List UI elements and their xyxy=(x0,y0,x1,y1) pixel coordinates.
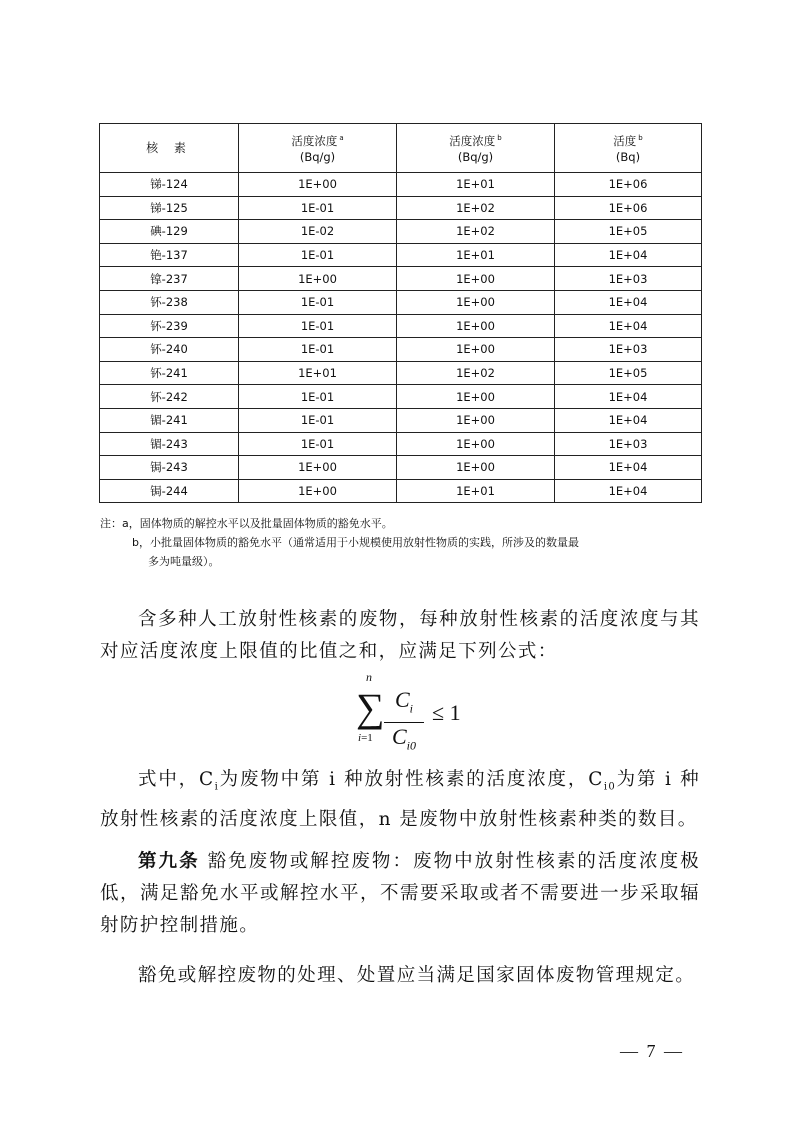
cell-activity-concentration-a: 1E-01 xyxy=(239,243,397,267)
table-row xyxy=(100,314,702,338)
table-header-row xyxy=(100,124,702,173)
cell-nuclide: 钚-240 xyxy=(100,338,239,362)
page-number: — 7 — xyxy=(620,1041,684,1061)
cell-activity-concentration-b: 1E+00 xyxy=(397,290,555,314)
fraction-denominator: $C_{i0}$ xyxy=(391,724,417,753)
cell-activity-concentration-a: 1E-01 xyxy=(239,290,397,314)
table-row xyxy=(100,361,702,385)
cell-activity-concentration-b: 1E+00 xyxy=(397,432,555,456)
table-row xyxy=(100,220,702,244)
sum-ratio-formula xyxy=(346,670,466,753)
ratio-fraction xyxy=(384,688,424,758)
cell-activity-concentration-a: 1E+00 xyxy=(239,479,397,503)
cell-nuclide: 锔-244 xyxy=(100,479,239,503)
formula-rhs: ≤ 1 xyxy=(432,700,461,725)
cell-activity-b: 1E+04 xyxy=(555,314,702,338)
cell-nuclide: 镅-241 xyxy=(100,408,239,432)
cell-activity-concentration-a: 1E-01 xyxy=(239,432,397,456)
cell-nuclide: 锑-124 xyxy=(100,173,239,197)
table-row xyxy=(100,385,702,409)
cell-activity-b: 1E+04 xyxy=(555,385,702,409)
table-row xyxy=(100,267,702,291)
cell-nuclide: 钚-242 xyxy=(100,385,239,409)
note-b-continued: 多为吨量级）。 xyxy=(148,555,220,568)
cell-activity-concentration-a: 1E-01 xyxy=(239,408,397,432)
cell-activity-concentration-b: 1E+00 xyxy=(397,267,555,291)
cell-activity-b: 1E+03 xyxy=(555,432,702,456)
cell-activity-b: 1E+03 xyxy=(555,267,702,291)
cell-activity-b: 1E+06 xyxy=(555,173,702,197)
fraction-bar xyxy=(384,722,424,723)
cell-activity-concentration-b: 1E+00 xyxy=(397,408,555,432)
sigma-symbol: ∑ xyxy=(356,685,385,730)
cell-nuclide: 钚-238 xyxy=(100,290,239,314)
table-row xyxy=(100,456,702,480)
table-row xyxy=(100,432,702,456)
table-row xyxy=(100,408,702,432)
cell-activity-b: 1E+03 xyxy=(555,338,702,362)
cell-activity-concentration-b: 1E+01 xyxy=(397,173,555,197)
cell-activity-b: 1E+05 xyxy=(555,220,702,244)
cell-activity-concentration-b: 1E+01 xyxy=(397,243,555,267)
cell-activity-concentration-a: 1E-01 xyxy=(239,314,397,338)
paragraph-disposal: 豁免或解控废物的处理、处置应当满足国家固体废物管理规定。 xyxy=(138,965,696,986)
sum-lower-limit: i=1 xyxy=(358,732,373,744)
header-activity-concentration-a: 活度浓度 $^a$ (Bq/g) xyxy=(239,124,397,173)
cell-activity-concentration-b: 1E+02 xyxy=(397,361,555,385)
table-row xyxy=(100,196,702,220)
cell-activity-concentration-a: 1E-02 xyxy=(239,220,397,244)
cell-activity-concentration-a: 1E-01 xyxy=(239,196,397,220)
cell-nuclide: 镅-243 xyxy=(100,432,239,456)
cell-nuclide: 钚-239 xyxy=(100,314,239,338)
cell-activity-b: 1E+04 xyxy=(555,479,702,503)
sum-upper-limit: n xyxy=(366,670,372,684)
article-9 xyxy=(100,846,700,942)
cell-activity-b: 1E+04 xyxy=(555,408,702,432)
cell-activity-b: 1E+06 xyxy=(555,196,702,220)
note-a: 注：a，固体物质的解控水平以及批量固体物质的豁免水平。 xyxy=(100,517,393,530)
cell-activity-concentration-b: 1E+00 xyxy=(397,314,555,338)
paragraph-formula-intro: 含多种人工放射性核素的废物，每种放射性核素的活度浓度与其对应活度浓度上限值的比值之和，应满足下列公式： xyxy=(100,609,700,662)
fraction-numerator: $C_i$ xyxy=(394,687,414,716)
header-activity-concentration-b: 活度浓度 $^b$ (Bq/g) xyxy=(397,124,555,173)
table-notes xyxy=(100,514,720,571)
cell-activity-b: 1E+04 xyxy=(555,243,702,267)
cell-nuclide: 铯-137 xyxy=(100,243,239,267)
cell-activity-concentration-b: 1E+02 xyxy=(397,220,555,244)
cell-activity-concentration-a: 1E+00 xyxy=(239,267,397,291)
table-row xyxy=(100,243,702,267)
header-nuclide: 核 素 xyxy=(100,124,239,173)
paragraph-formula-explanation: 式中，$C_i$为废物中第 i 种放射性核素的活度浓度，$C_{i0}$为第 i 种放射性核素的活度浓度上限值，n 是废物中放射性核素种类的数目。 xyxy=(100,769,700,830)
table-row xyxy=(100,479,702,503)
cell-activity-concentration-b: 1E+02 xyxy=(397,196,555,220)
note-b: b，小批量固体物质的豁免水平（通常适用于小规模使用放射性物质的实践，所涉及的数量最 xyxy=(132,536,579,549)
header-activity-b: 活度 $^b$ (Bq) xyxy=(555,124,702,173)
table-row xyxy=(100,173,702,197)
cell-nuclide: 钚-241 xyxy=(100,361,239,385)
article-9-heading: 第九条 xyxy=(138,851,200,872)
cell-activity-concentration-a: 1E+00 xyxy=(239,173,397,197)
cell-nuclide: 锑-125 xyxy=(100,196,239,220)
table-row xyxy=(100,338,702,362)
table-row xyxy=(100,290,702,314)
article-9-text: 豁免废物或解控废物：废物中放射性核素的活度浓度极低，满足豁免水平或解控水平，不需要采取或者不需要进一步采取辐射防护控制措施。 xyxy=(100,851,701,936)
cell-activity-concentration-a: 1E+01 xyxy=(239,361,397,385)
cell-activity-concentration-a: 1E+00 xyxy=(239,456,397,480)
cell-activity-concentration-b: 1E+00 xyxy=(397,385,555,409)
cell-activity-concentration-b: 1E+00 xyxy=(397,456,555,480)
cell-activity-b: 1E+04 xyxy=(555,290,702,314)
cell-activity-concentration-a: 1E-01 xyxy=(239,338,397,362)
radionuclide-limits-table xyxy=(99,123,702,503)
cell-nuclide: 镎-237 xyxy=(100,267,239,291)
cell-activity-concentration-b: 1E+01 xyxy=(397,479,555,503)
cell-activity-concentration-a: 1E-01 xyxy=(239,385,397,409)
cell-activity-b: 1E+05 xyxy=(555,361,702,385)
cell-nuclide: 锔-243 xyxy=(100,456,239,480)
cell-activity-concentration-b: 1E+00 xyxy=(397,338,555,362)
cell-nuclide: 碘-129 xyxy=(100,220,239,244)
cell-activity-b: 1E+04 xyxy=(555,456,702,480)
